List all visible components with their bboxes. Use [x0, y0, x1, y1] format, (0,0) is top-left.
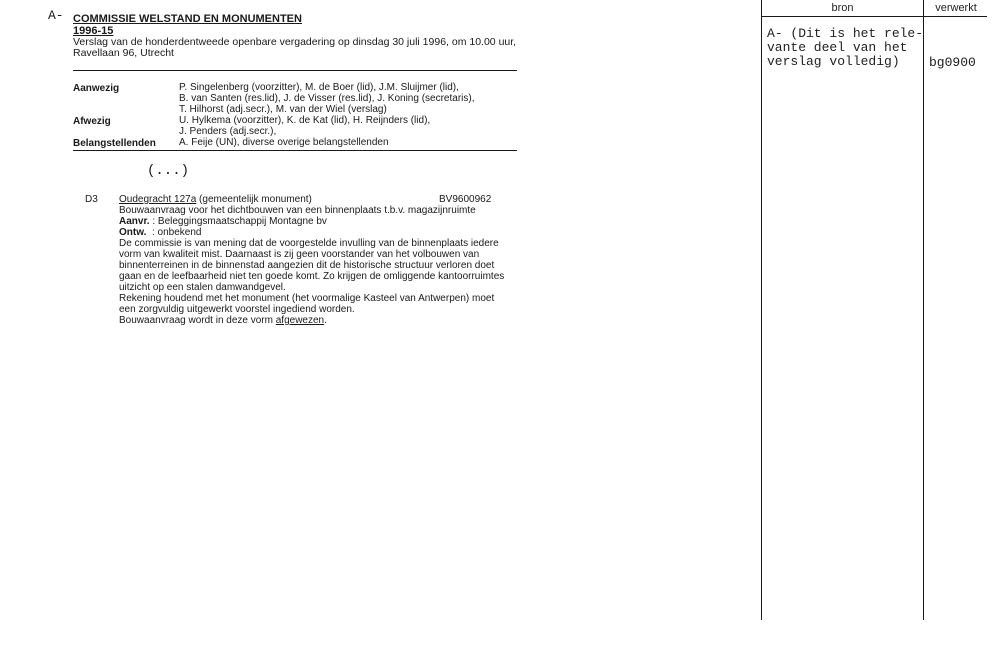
bron-column-left-border [761, 0, 762, 620]
item-reference: BV9600962 [439, 194, 492, 205]
aanvrager-row [119, 216, 327, 227]
body-line: gaan en de leefbaarheid niet ten goede komt. Zo krijgen de omliggende kantoorruimtes [119, 271, 505, 282]
belangstellenden-label: Belangstellenden [73, 138, 156, 149]
aanvrager-label: Aanvr. [119, 216, 150, 227]
body-line: een zorgvuldig uitgewerkt voorstel ingediend worden. [119, 304, 355, 315]
meeting-number: 1996-15 [73, 25, 114, 37]
item-code: D3 [85, 194, 98, 205]
body-line: uitzicht op een stalen damwandgevel. [119, 282, 286, 293]
afwezig-label: Afwezig [73, 116, 111, 127]
bron-note-line: verslag volledig) [767, 54, 900, 69]
body-line: binnenterreinen in de binnenstad aangezien dit de historische structuur verloren doet [119, 260, 495, 271]
aanvrager-value: : Beleggingsmaatschappij Montagne bv [152, 216, 327, 227]
item-address: Oudegracht 127a [119, 194, 197, 205]
margin-header-divider [761, 16, 987, 17]
verwerkt-value: bg0900 [929, 55, 976, 70]
aanwezig-label: Aanwezig [73, 83, 120, 94]
decision-value: afgewezen [275, 315, 325, 326]
bron-note-line: A- (Dit is het rele- [767, 26, 924, 41]
item-address-suffix: (gemeentelijk monument) [196, 194, 312, 205]
body-line: vorm van kwaliteit mist. Daarnaast is zij geen voorstander van het volbouwen van [119, 249, 480, 260]
bron-note-line: vante deel van het [767, 40, 908, 55]
section-marker: A- [48, 8, 64, 23]
ontwerper-row [119, 227, 201, 238]
verwerkt-column-left-border [923, 0, 924, 620]
afwezig-line: U. Hylkema (voorzitter), K. de Kat (lid), H. Reijnders (lid), [179, 115, 431, 126]
ontwerper-value: : onbekend [151, 227, 202, 238]
afwezig-line: J. Penders (adj.secr.), [179, 126, 277, 137]
ontwerper-label: Ontw. [119, 227, 147, 238]
belangstellenden-line: A. Feije (UN), diverse overige belangstellenden [179, 137, 389, 148]
item-subject: Bouwaanvraag voor het dichtbouwen van een binnenplaats t.b.v. magazijnruimte [119, 205, 476, 216]
verwerkt-header: verwerkt [935, 2, 977, 14]
item-header [119, 194, 312, 205]
attendance-divider [73, 150, 517, 151]
aanwezig-line: P. Singelenberg (voorzitter), M. de Boer (lid), J.M. Sluijmer (lid), [179, 82, 459, 93]
document-title: COMMISSIE WELSTAND EN MONUMENTEN [73, 13, 302, 25]
aanwezig-line: T. Hilhorst (adj.secr.), M. van der Wiel (verslag) [179, 104, 387, 115]
meeting-description-line2: Ravellaan 96, Utrecht [73, 47, 174, 59]
decision-line [119, 315, 327, 326]
decision-prefix: Bouwaanvraag wordt in deze vorm [119, 315, 276, 326]
bron-header: bron [831, 2, 854, 14]
omission-ellipsis: (...) [147, 163, 190, 179]
decision-suffix: . [324, 315, 327, 326]
body-line: De commissie is van mening dat de voorgestelde invulling van de binnenplaats iedere [119, 238, 499, 249]
body-line: Rekening houdend met het monument (het voormalige Kasteel van Antwerpen) moet [119, 293, 495, 304]
meeting-description-line1: Verslag van de honderdentweede openbare vergadering op dinsdag 30 juli 1996, om 10.00 uur, [73, 36, 517, 48]
heading-divider [73, 70, 517, 71]
aanwezig-line: B. van Santen (res.lid), J. de Visser (res.lid), J. Koning (secretaris), [179, 93, 475, 104]
